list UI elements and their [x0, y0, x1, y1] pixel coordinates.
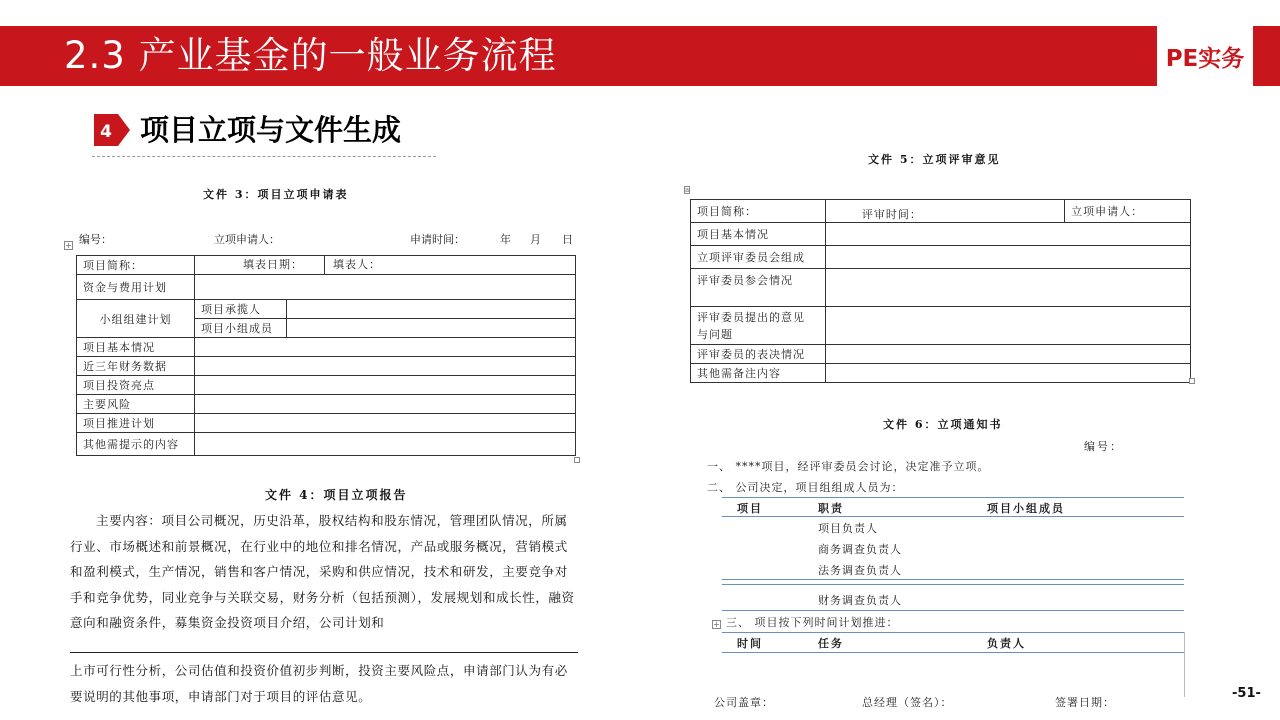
doc3-cell-other: 其他需提示的内容 — [77, 433, 195, 456]
section-title: 项目立项与文件生成 — [140, 113, 402, 147]
doc6-rule — [722, 652, 1184, 653]
doc5-cell-attendance: 评审委员参会情况 — [691, 269, 826, 307]
doc5-cell-project-name: 项目简称： — [691, 200, 826, 223]
doc3-cell-team-members: 项目小组成员 — [194, 319, 286, 338]
doc4-body-line: 主要内容：项目公司概况，历史沿革，股权结构和股东情况，管理团队情况，所属行业、市场概述和前景概况，在行业中的地位和排名情况，产品或服务概况，营销模式和盈利模式，生产情况，销售和客户情况，采购和供应情况，技术和研发，主要竞争对手和竞争优势，同业竞争与关联交易，财务分析（包括预测），发展规划和成长性，融资意向和融资条件，募集资金投资项目介绍，公司计划和 — [70, 513, 575, 630]
doc6-duty-3: 法务调查负责人 — [818, 564, 902, 577]
doc6-page-edge — [1184, 632, 1185, 697]
doc3-cell-fund-plan: 资金与费用计划 — [77, 275, 195, 300]
doc4-body-text — [70, 508, 578, 636]
doc6-rule — [722, 497, 1184, 498]
table-anchor-icon: a — [685, 186, 690, 194]
doc6-col-owner: 负责人 — [987, 637, 1026, 650]
doc3-applicant-label: 立项申请人： — [214, 233, 280, 246]
doc5-cell-applicant: 立项申请人： — [1065, 200, 1191, 223]
doc3-month: 月 — [530, 233, 541, 246]
doc6-item-1: 一、 ****项目，经评审委员会讨论，决定准予立项。 — [707, 460, 990, 473]
table-move-handle-icon: + — [65, 241, 72, 250]
doc4-caption: 文件 4：项目立项报告 — [265, 488, 408, 502]
doc5-cell-opinions-2: 与问题 — [697, 327, 733, 341]
doc5-cell-votes: 评审委员的表决情况 — [691, 345, 826, 364]
doc5-review-table — [690, 199, 1191, 383]
doc6-item-3: 三、 项目按下列时间计划推进： — [726, 616, 899, 629]
page-title: 2.3 产业基金的一般业务流程 — [64, 34, 557, 77]
brand-text: PE实务 — [1165, 45, 1245, 72]
doc6-duty-1: 项目负责人 — [818, 522, 878, 535]
doc6-rule — [722, 610, 1184, 611]
doc6-col-members: 项目小组成员 — [987, 502, 1065, 515]
doc6-rule — [722, 584, 1184, 585]
table-resize-handle[interactable] — [574, 457, 580, 463]
doc3-caption: 文件 3：项目立项申请表 — [203, 188, 349, 201]
doc3-cell-highlights: 项目投资亮点 — [77, 376, 195, 395]
doc6-col-task: 任务 — [818, 637, 844, 650]
page-number: -51- — [1232, 686, 1261, 701]
doc4-page-break-rule — [70, 652, 578, 653]
doc6-rule — [722, 632, 1184, 633]
doc6-col-project: 项目 — [737, 502, 763, 515]
table-resize-handle[interactable] — [1189, 378, 1195, 384]
doc3-cell-project-lead: 项目承揽人 — [194, 300, 286, 319]
doc3-application-table — [76, 255, 576, 456]
doc3-cell-risks: 主要风险 — [77, 395, 195, 414]
doc6-duty-4: 财务调查负责人 — [818, 594, 902, 607]
doc6-footer-gm: 总经理（签名）： — [862, 696, 953, 709]
doc6-footer-seal: 公司盖章： — [714, 696, 774, 709]
doc3-year: 年 — [500, 233, 511, 246]
doc6-caption: 文件 6：立项通知书 — [883, 418, 1003, 431]
doc3-code-label: 编号： — [79, 233, 112, 246]
doc5-cell-basic-info: 项目基本情况 — [691, 223, 826, 246]
doc3-cell-financials: 近三年财务数据 — [77, 357, 195, 376]
doc6-rule — [722, 516, 1184, 517]
doc5-cell-committee: 立项评审委员会组成 — [691, 246, 826, 269]
section-number-badge — [92, 112, 132, 148]
doc5-cell-other: 其他需备注内容 — [691, 364, 826, 383]
doc3-cell-team-plan: 小组组建计划 — [77, 300, 195, 338]
doc6-duty-2: 商务调查负责人 — [818, 543, 902, 556]
doc6-col-duty: 职责 — [818, 502, 844, 515]
doc5-cell-opinions-1: 评审委员提出的意见 — [697, 310, 805, 324]
doc6-code-label: 编号： — [1084, 440, 1123, 453]
doc6-footer-date: 签署日期： — [1055, 696, 1115, 709]
brand-logo — [1157, 26, 1253, 86]
section-divider — [92, 156, 436, 157]
doc6-col-time: 时间 — [737, 637, 763, 650]
doc5-caption: 文件 5：立项评审意见 — [868, 153, 1001, 166]
doc3-time-label: 申请时间： — [410, 233, 465, 246]
section-number: 4 — [100, 122, 112, 142]
doc6-item-2: 二、 公司决定，项目组组成人员为： — [707, 481, 904, 494]
doc3-cell-fill-date: 填表日期： — [195, 256, 325, 274]
doc3-cell-fill-person: 填表人： — [332, 258, 381, 271]
doc5-cell-review-time: 评审时间： — [861, 208, 922, 221]
doc3-cell-schedule: 项目推进计划 — [77, 414, 195, 433]
doc3-cell-project-name: 项目简称： — [77, 256, 195, 275]
doc4-body-text-continued: 上市可行性分析，公司估值和投资价值初步判断，投资主要风险点，申请部门认为有必要说明的其他事项，申请部门对于项目的评估意见。 — [70, 663, 568, 704]
table-move-handle-icon: + — [713, 620, 720, 629]
doc6-rule — [722, 579, 1184, 580]
doc3-cell-basic-info: 项目基本情况 — [77, 338, 195, 357]
doc3-day: 日 — [562, 233, 573, 246]
